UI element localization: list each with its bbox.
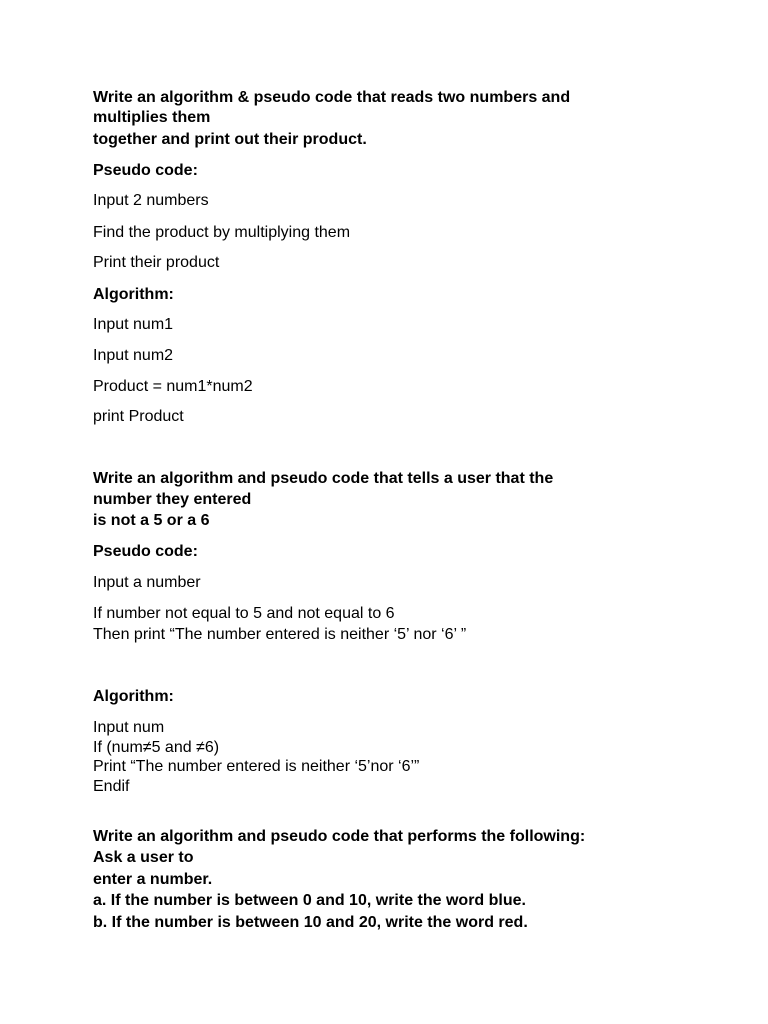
pseudo-2-line-2: If number not equal to 5 and not equal to 6 [93,605,395,622]
algorithm-heading-1: Algorithm: [93,286,174,303]
question-3-line-4: a. If the number is between 0 and 10, write the word blue. [93,892,526,909]
algorithm-1-line-2: Input num2 [93,347,174,364]
pseudo-heading-2: Pseudo code: [93,543,198,560]
algorithm-heading-2: Algorithm: [93,688,174,705]
question-2-line-2: number they entered [93,491,252,508]
question-3-line-3: enter a number. [93,871,213,888]
algorithm-2-line-3: Print “The number entered is neither ‘5’nor ‘6’” [93,758,420,775]
algorithm-2-line-4: Endif [93,778,130,795]
question-2-line-3: is not a 5 or a 6 [93,512,210,529]
pseudo-1-line-2: Find the product by multiplying them [93,224,351,241]
question-1-line-1: Write an algorithm & pseudo code that reads two numbers and [93,89,571,106]
algorithm-1-line-4: print Product [93,408,184,425]
pseudo-2-line-1: Input a number [93,574,201,591]
question-1-line-2: multiplies them [93,109,211,126]
question-2-line-1: Write an algorithm and pseudo code that tells a user that the [93,470,554,487]
algorithm-1-line-1: Input num1 [93,316,174,333]
question-3-line-2: Ask a user to [93,849,194,866]
pseudo-2-line-3: Then print “The number entered is neither ‘5’ nor ‘6’ ” [93,626,467,643]
algorithm-2-line-2: If (num≠5 and ≠6) [93,739,220,756]
pseudo-heading-1: Pseudo code: [93,162,198,179]
pseudo-1-line-1: Input 2 numbers [93,192,209,209]
question-1-line-3: together and print out their product. [93,131,367,148]
question-3-line-5: b. If the number is between 10 and 20, write the word red. [93,914,528,931]
algorithm-1-line-3: Product = num1*num2 [93,378,253,395]
pseudo-1-line-3: Print their product [93,254,220,271]
algorithm-2-line-1: Input num [93,719,165,736]
question-3-line-1: Write an algorithm and pseudo code that performs the following: [93,828,586,845]
